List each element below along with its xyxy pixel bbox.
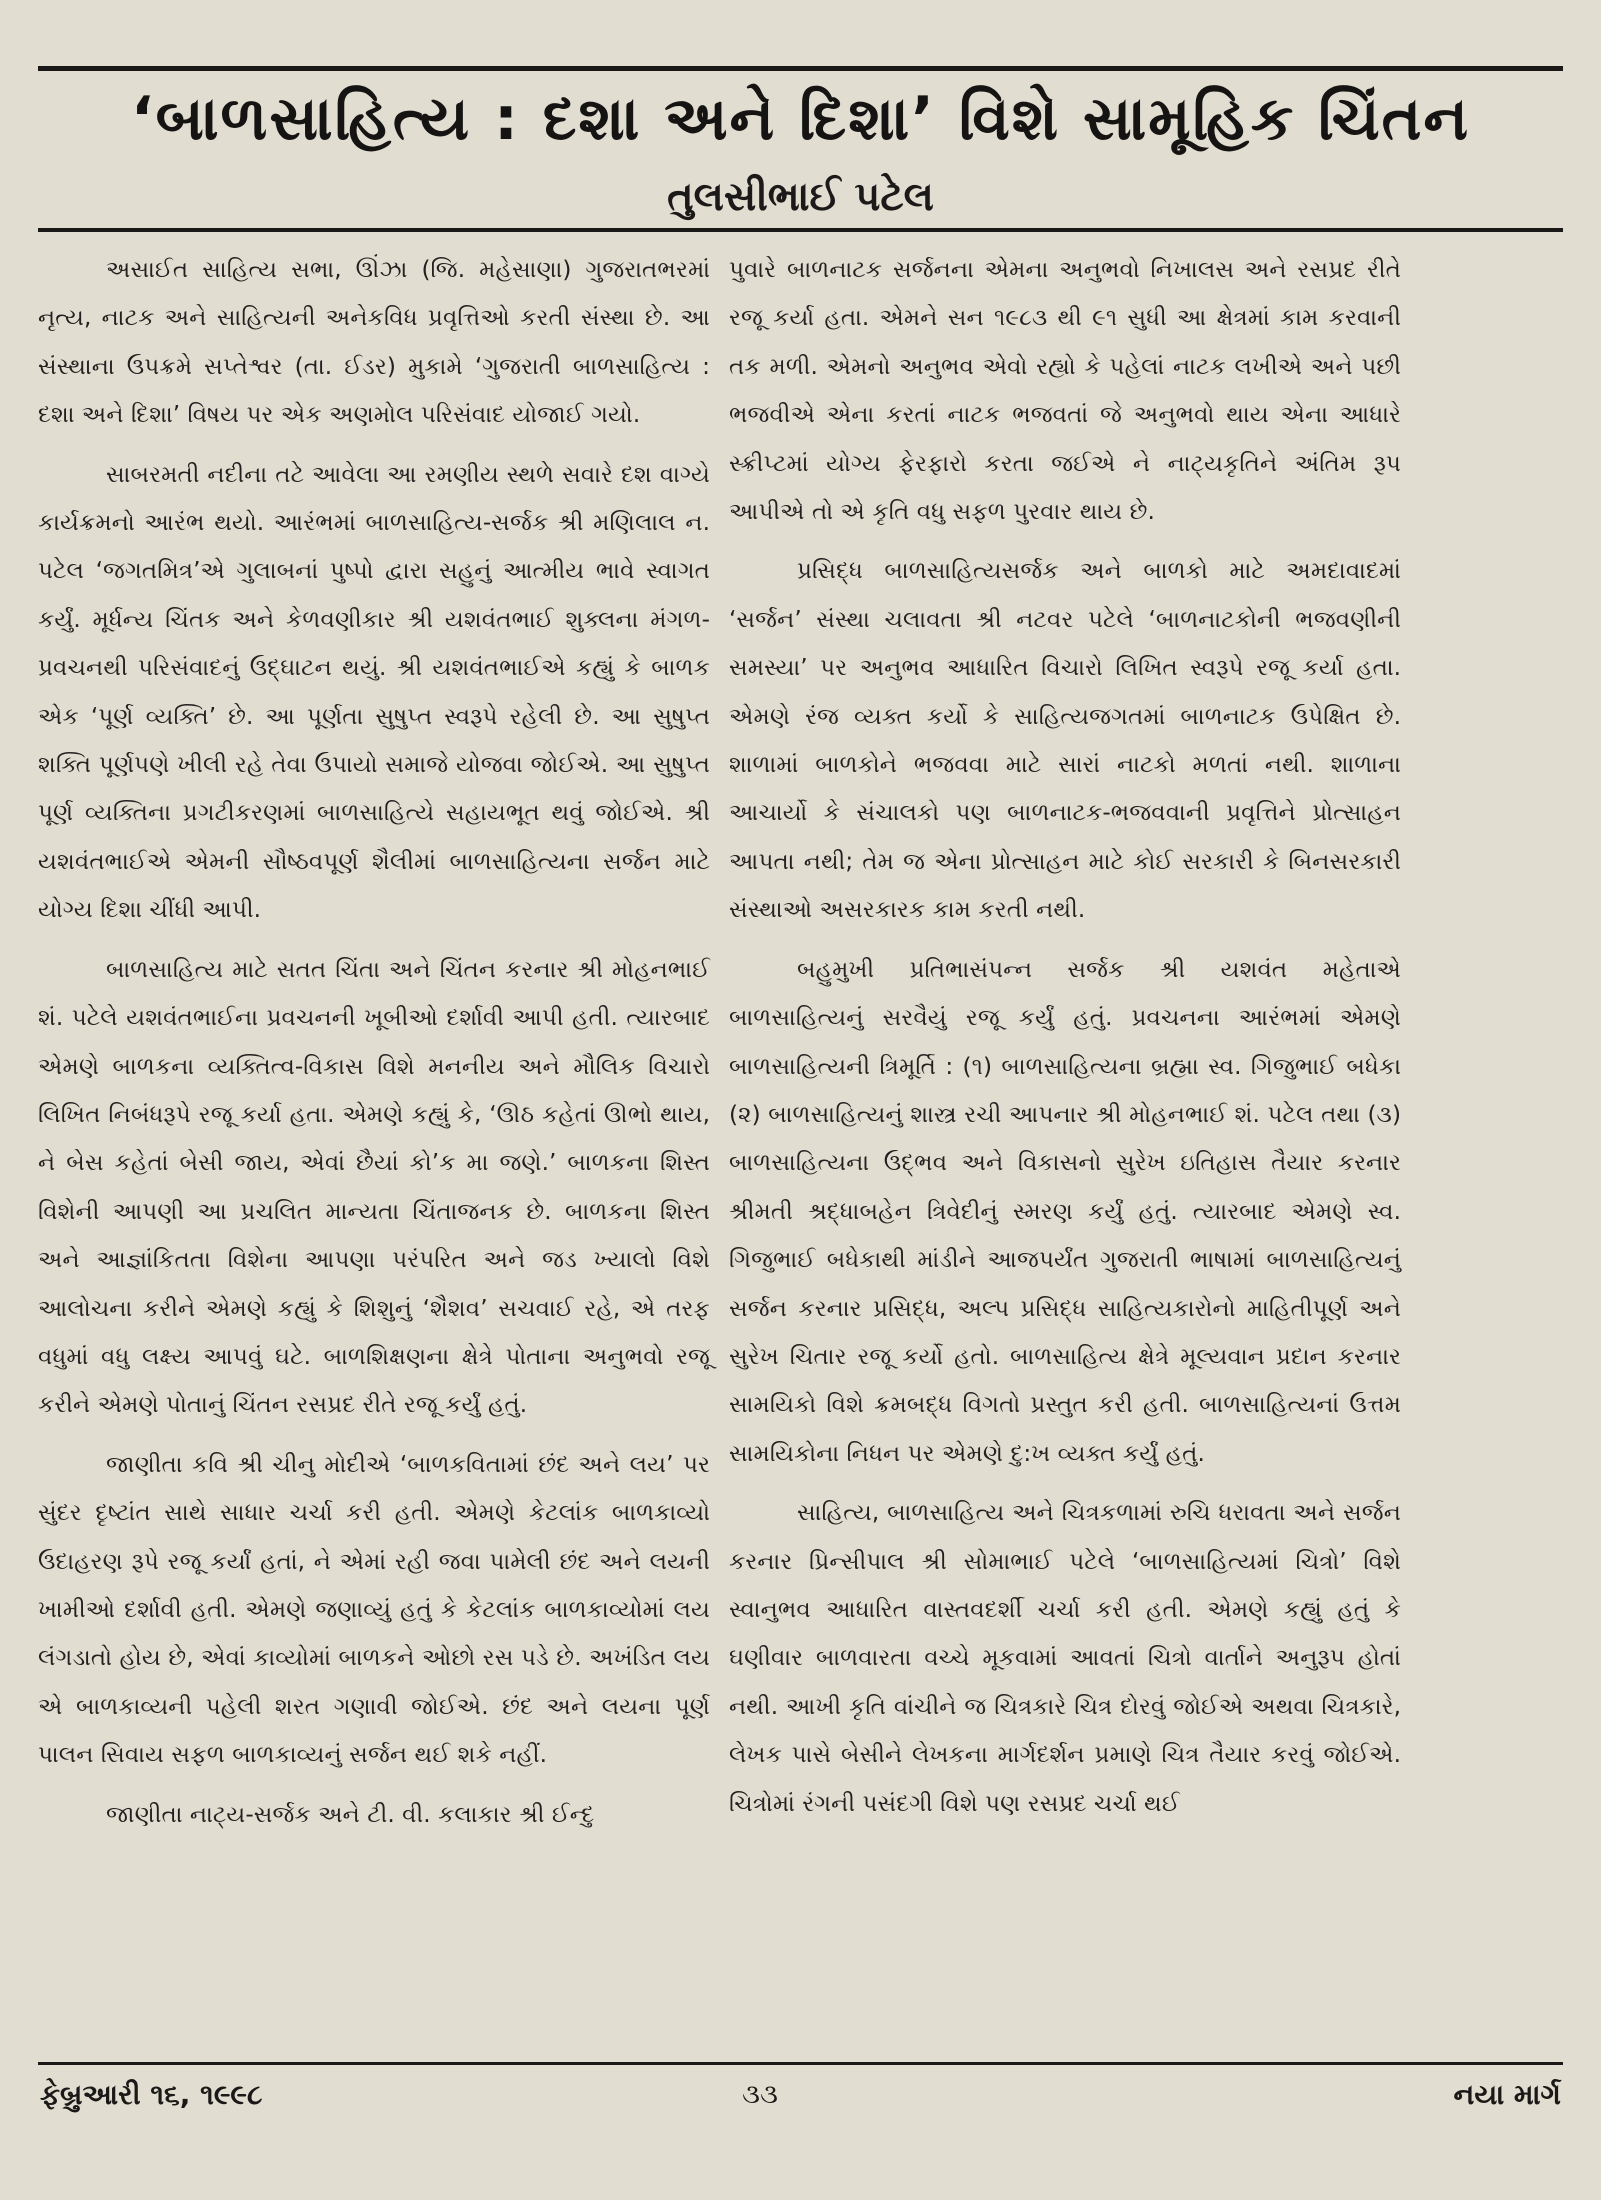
paragraph: પુવારે બાળનાટક સર્જનના એમના અનુભવો નિખાલસ અને રસપ્રદ રીતે રજૂ કર્યા હતા. એમને સન ૧૯૮૩ થી ૯૧ સુધી આ ક્ષેત્રમાં કામ કરવાની તક મળી. એમનો અનુભવ એવો રહ્યો કે પહેલાં નાટક લખીએ અને પછી ભજવીએ એના કરતાં નાટક ભજવતાં જે અનુભવો થાય એના આધારે સ્ક્રીપ્ટમાં યોગ્ય ફેરફારો કરતા જઈએ ને નાટ્યકૃતિને અંતિમ રૂપ આપીએ તો એ કૃતિ વધુ સફળ પુરવાર થાય છે. [729, 256, 1401, 526]
title-rule [38, 228, 1563, 232]
paragraph: અસાઈત સાહિત્ય સભા, ઊંઝા (જિ. મહેસાણા) ગુજરાતભરમાં નૃત્ય, નાટક અને સાહિત્યની અનેકવિધ પ્રવૃત્તિઓ કરતી સંસ્થા છે. આ સંસ્થાના ઉપક્રમે સપ્તેશ્વર (તા. ઈડર) મુકામે ‘ગુજરાતી બાળસાહિત્ય : દશા અને દિશા’ વિષય પર એક અણમોલ પરિસંવાદ યોજાઈ ગયો. [38, 256, 710, 429]
column-gutter [713, 246, 714, 2036]
paragraph: સાબરમતી નદીના તટે આવેલા આ રમણીય સ્થળે સવારે દશ વાગ્યે કાર્યક્રમનો આરંભ થયો. આરંભમાં બાળસાહિત્ય-સર્જક શ્રી મણિલાલ ન. પટેલ ‘જગતમિત્ર’એ ગુલાબનાં પુષ્પો દ્વારા સહુનું આત્મીય ભાવે સ્વાગત કર્યું. મૂર્ધન્ય ચિંતક અને કેળવણીકાર શ્રી યશવંતભાઈ શુક્લના મંગળ-પ્રવચનથી પરિસંવાદનું ઉદ્ઘાટન થયું. શ્રી યશવંતભાઈએ કહ્યું કે બાળક એક ‘પૂર્ણ વ્યક્તિ’ છે. આ પૂર્ણતા સુષુપ્ત સ્વરૂપે રહેલી છે. આ સુષુપ્ત શક્તિ પૂર્ણપણે ખીલી રહે તેવા ઉપાયો સમાજે યોજવા જોઈએ. આ સુષુપ્ત પૂર્ણ વ્યક્તિના પ્રગટીકરણમાં બાળસાહિત્યે સહાયભૂત થવું જોઈએ. શ્રી યશવંતભાઈએ એમની સૌષ્ઠવપૂર્ણ શૈલીમાં બાળસાહિત્યના સર્જન માટે યોગ્ય દિશા ચીંધી આપી. [38, 460, 710, 924]
left-column [38, 246, 710, 2046]
paragraph: બાળસાહિત્ય માટે સતત ચિંતા અને ચિંતન કરનાર શ્રી મોહનભાઈ શં. પટેલે યશવંતભાઈના પ્રવચનની ખૂબીઓ દર્શાવી આપી હતી. ત્યારબાદ એમણે બાળકના વ્યક્તિત્વ-વિકાસ વિશે મનનીય અને મૌલિક વિચારો લિખિત નિબંધરૂપે રજૂ કર્યા હતા. એમણે કહ્યું કે, ‘ઊઠ કહેતાં ઊભો થાય, ને બેસ કહેતાં બેસી જાય, એવાં છૈયાં કો’ક મા જણે.’ બાળકના શિસ્ત વિશેની આપણી આ પ્રચલિત માન્યતા ચિંતાજનક છે. બાળકના શિસ્ત અને આજ્ઞાંકિતતા વિશેના આપણા પરંપરિત અને જડ ખ્યાલો વિશે આલોચના કરીને એમણે કહ્યું કે શિશુનું ‘શૈશવ’ સચવાઈ રહે, એ તરફ વધુમાં વધુ લક્ષ્ય આપવું ઘટે. બાળશિક્ષણના ક્ષેત્રે પોતાના અનુભવો રજૂ કરીને એમણે પોતાનું ચિંતન રસપ્રદ રીતે રજૂ કર્યું હતું. [38, 955, 710, 1419]
page-number: ૩૩ [742, 2079, 778, 2110]
paragraph: પ્રસિદ્ધ બાળસાહિત્યસર્જક અને બાળકો માટે અમદાવાદમાં ‘સર્જન’ સંસ્થા ચલાવતા શ્રી નટવર પટેલે ‘બાળનાટકોની ભજવણીની સમસ્યા’ પર અનુભવ આધારિત વિચારો લિખિત સ્વરૂપે રજૂ કર્યા હતા. એમણે રંજ વ્યક્ત કર્યો કે સાહિત્યજગતમાં બાળનાટક ઉપેક્ષિત છે. શાળામાં બાળકોને ભજવવા માટે સારાં નાટકો મળતાં નથી. શાળાના આચાર્યો કે સંચાલકો પણ બાળનાટક-ભજવવાની પ્રવૃત્તિને પ્રોત્સાહન આપતા નથી; તેમ જ એના પ્રોત્સાહન માટે કોઈ સરકારી કે બિનસરકારી સંસ્થાઓ અસરકારક કામ કરતી નથી. [729, 557, 1401, 924]
top-rule [38, 66, 1563, 71]
article-title: ‘બાળસાહિત્ય : દશા અને દિશા’ વિશે સામૂહિક ચિંતન [130, 84, 1471, 154]
paragraph: બહુમુખી પ્રતિભાસંપન્ન સર્જક શ્રી યશવંત મહેતાએ બાળસાહિત્યનું સરવૈયું રજૂ કર્યું હતું. પ્રવચનના આરંભમાં એમણે બાળસાહિત્યની ત્રિમૂર્તિ : (૧) બાળસાહિત્યના બ્રહ્મા સ્વ. ગિજુભાઈ બધેકા (૨) બાળસાહિત્યનું શાસ્ત્ર રચી આપનાર શ્રી મોહનભાઈ શં. પટેલ તથા (૩) બાળસાહિત્યના ઉદ્ભવ અને વિકાસનો સુરેખ ઇતિહાસ તૈયાર કરનાર શ્રીમતી શ્રદ્ધાબહેન ત્રિવેદીનું સ્મરણ કર્યું હતું. ત્યારબાદ એમણે સ્વ. ગિજુભાઈ બધેકાથી માંડીને આજપર્યંત ગુજરાતી ભાષામાં બાળસાહિત્યનું સર્જન કરનાર પ્રસિદ્ધ, અલ્પ પ્રસિદ્ધ સાહિત્યકારોનો માહિતીપૂર્ણ અને સુરેખ ચિતાર રજૂ કર્યો હતો. બાળસાહિત્ય ક્ષેત્રે મૂલ્યવાન પ્રદાન કરનાર સામયિકો વિશે ક્રમબદ્ધ વિગતો પ્રસ્તુત કરી હતી. બાળસાહિત્યનાં ઉત્તમ સામયિકોના નિધન પર એમણે દુ:ખ વ્યક્ત કર્યું હતું. [729, 955, 1401, 1467]
issue-date: ફેબ્રુઆરી ૧૬, ૧૯૯૮ [40, 2078, 263, 2111]
paragraph: સાહિત્ય, બાળસાહિત્ય અને ચિત્રકળામાં રુચિ ધરાવતા અને સર્જન કરનાર પ્રિન્સીપાલ શ્રી સોમાભાઈ પટેલે ‘બાળસાહિત્યમાં ચિત્રો’ વિશે સ્વાનુભવ આધારિત વાસ્તવદર્શી ચર્ચા કરી હતી. એમણે કહ્યું હતું કે ઘણીવાર બાળવારતા વચ્ચે મૂકવામાં આવતાં ચિત્રો વાર્તાને અનુરૂપ હોતાં નથી. આખી કૃતિ વાંચીને જ ચિત્રકારે ચિત્ર દોરવું જોઈએ અથવા ચિત્રકારે, લેખક પાસે બેસીને લેખકના માર્ગદર્શન પ્રમાણે ચિત્ર તૈયાર કરવું જોઈએ. ચિત્રોમાં રંગની પસંદગી વિશે પણ રસપ્રદ ચર્ચા થઈ [729, 1499, 1401, 1817]
magazine-name: નયા માર્ગ [1453, 2078, 1561, 2111]
footer-rule [38, 2062, 1563, 2065]
paragraph: જાણીતા નાટ્ય-સર્જક અને ટી. વી. કલાકાર શ્રી ઈન્દુ [106, 1800, 595, 1828]
article-author: તુલસીભાઈ પટેલ [667, 174, 934, 220]
paragraph: જાણીતા કવિ શ્રી ચીનુ મોદીએ ‘બાળકવિતામાં છંદ અને લય’ પર સુંદર દૃષ્ટાંત સાથે સાધાર ચર્ચા કરી હતી. એમણે કેટલાંક બાળકાવ્યો ઉદાહરણ રૂપે રજૂ કર્યાં હતાં, ને એમાં રહી જવા પામેલી છંદ અને લયની ખામીઓ દર્શાવી હતી. એમણે જણાવ્યું હતું કે કેટલાંક બાળકાવ્યોમાં લય લંગડાતો હોય છે, એવાં કાવ્યોમાં બાળકને ઓછો રસ પડે છે. અખંડિત લય એ બાળકાવ્યની પહેલી શરત ગણાવી જોઈએ. છંદ અને લયના પૂર્ણ પાલન સિવાય સફળ બાળકાવ્યનું સર્જન થઈ શકે નહીં. [38, 1450, 710, 1769]
right-column [729, 246, 1401, 2046]
